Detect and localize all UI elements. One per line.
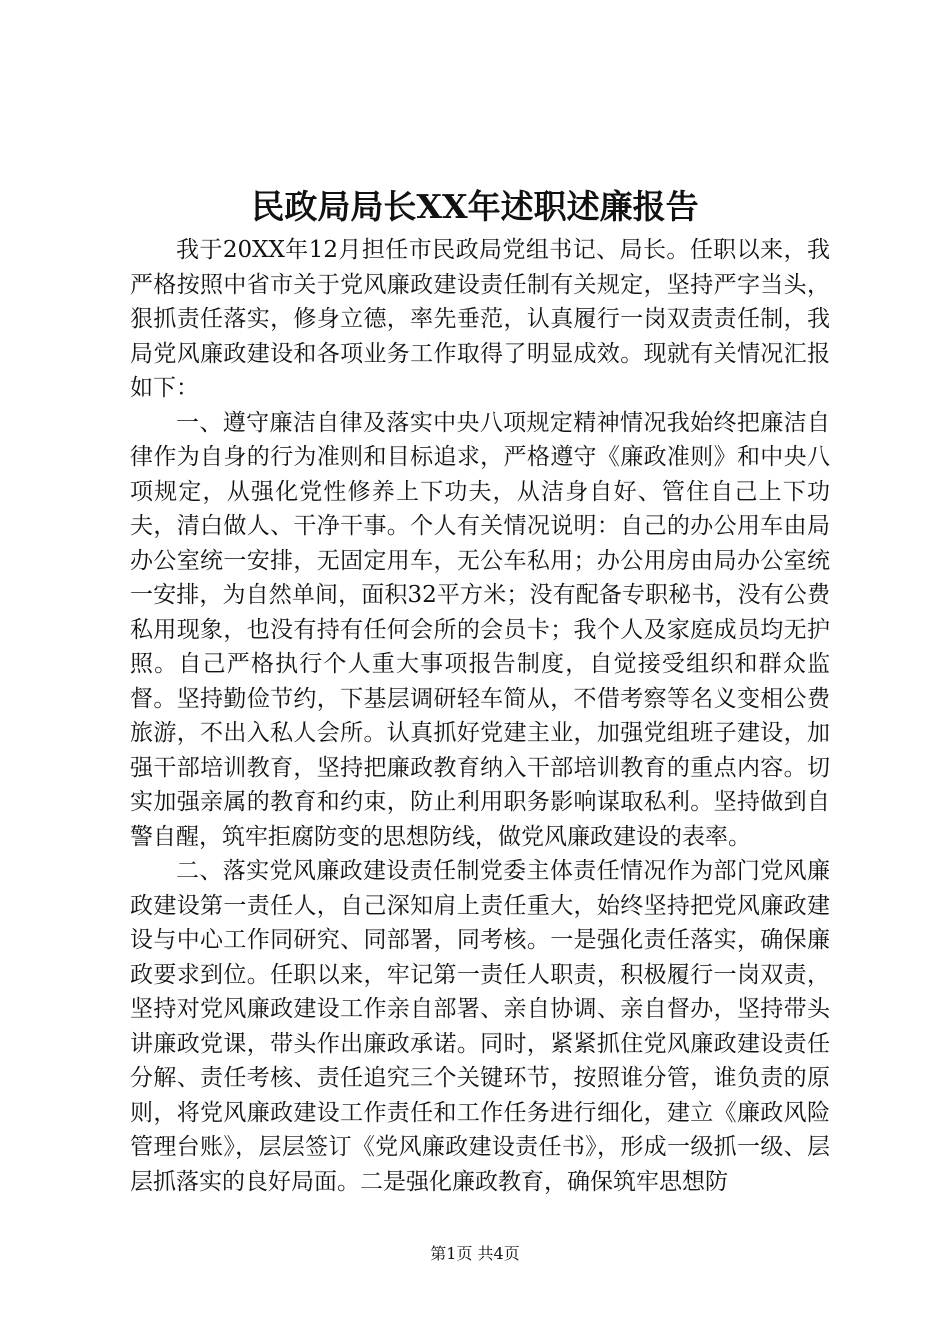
document-title: 民政局局长XX年述职述廉报告 xyxy=(251,187,699,226)
paragraph-section-two: 二、落实党风廉政建设责任制党委主体责任情况作为部门党风廉政建设第一责任人，自己深知肩上责任重大，始终坚持把党风廉政建设与中心工作同研究、同部署，同考核。一是强化责任落实，确保廉政要求到位。任职以来，牢记第一责任人职责，积极履行一岗双责，坚持对党风廉政建设工作亲自部署、亲自协调、亲自督办，坚持带头讲廉政党课，带头作出廉政承诺。同时，紧紧抓住党风廉政建设责任分解、责任考核、责任追究三个关键环节，按照谁分管，谁负责的原则，将党风廉政建设工作责任和工作任务进行细化，建立《廉政风险管理台账》，层层签订《党风廉政建设责任书》，形成一级抓一级、层层抓落实的良好局面。二是强化廉政教育，确保筑牢思想防 xyxy=(130,858,830,1195)
paragraph-intro: 我于20XX年12月担任市民政局党组书记、局长。任职以来，我严格按照中省市关于党风廉政建设责任制有关规定，坚持严字当头，狠抓责任落实，修身立德，率先垂范，认真履行一岗双责责任制，我局党风廉政建设和各项业务工作取得了明显成效。现就有关情况汇报如下： xyxy=(130,237,830,401)
paragraph-section-one: 一、遵守廉洁自律及落实中央八项规定精神情况我始终把廉洁自律作为自身的行为准则和目标追求，严格遵守《廉政准则》和中央八项规定，从强化党性修养上下功夫，从洁身自好、管住自己上下功夫，清白做人、干净干事。个人有关情况说明：自己的办公用车由局办公室统一安排，无固定用车，无公车私用；办公用房由局办公室统一安排，为自然单间，面积32平方米；没有配备专职秘书，没有公费私用现象，也没有持有任何会所的会员卡；我个人及家庭成员均无护照。自己严格执行个人重大事项报告制度，自觉接受组织和群众监督。坚持勤俭节约，下基层调研轻车简从，不借考察等名义变相公费旅游，不出入私人会所。认真抓好党建主业，加强党组班子建设，加强干部培训教育，坚持把廉政教育纳入干部培训教育的重点内容。切实加强亲属的教育和约束，防止利用职务影响谋取私利。坚持做到自警自醒，筑牢拒腐防变的思想防线，做党风廉政建设的表率。 xyxy=(130,409,830,850)
document-body xyxy=(130,233,830,1199)
page-footer: 第1页 共4页 xyxy=(430,1244,520,1263)
